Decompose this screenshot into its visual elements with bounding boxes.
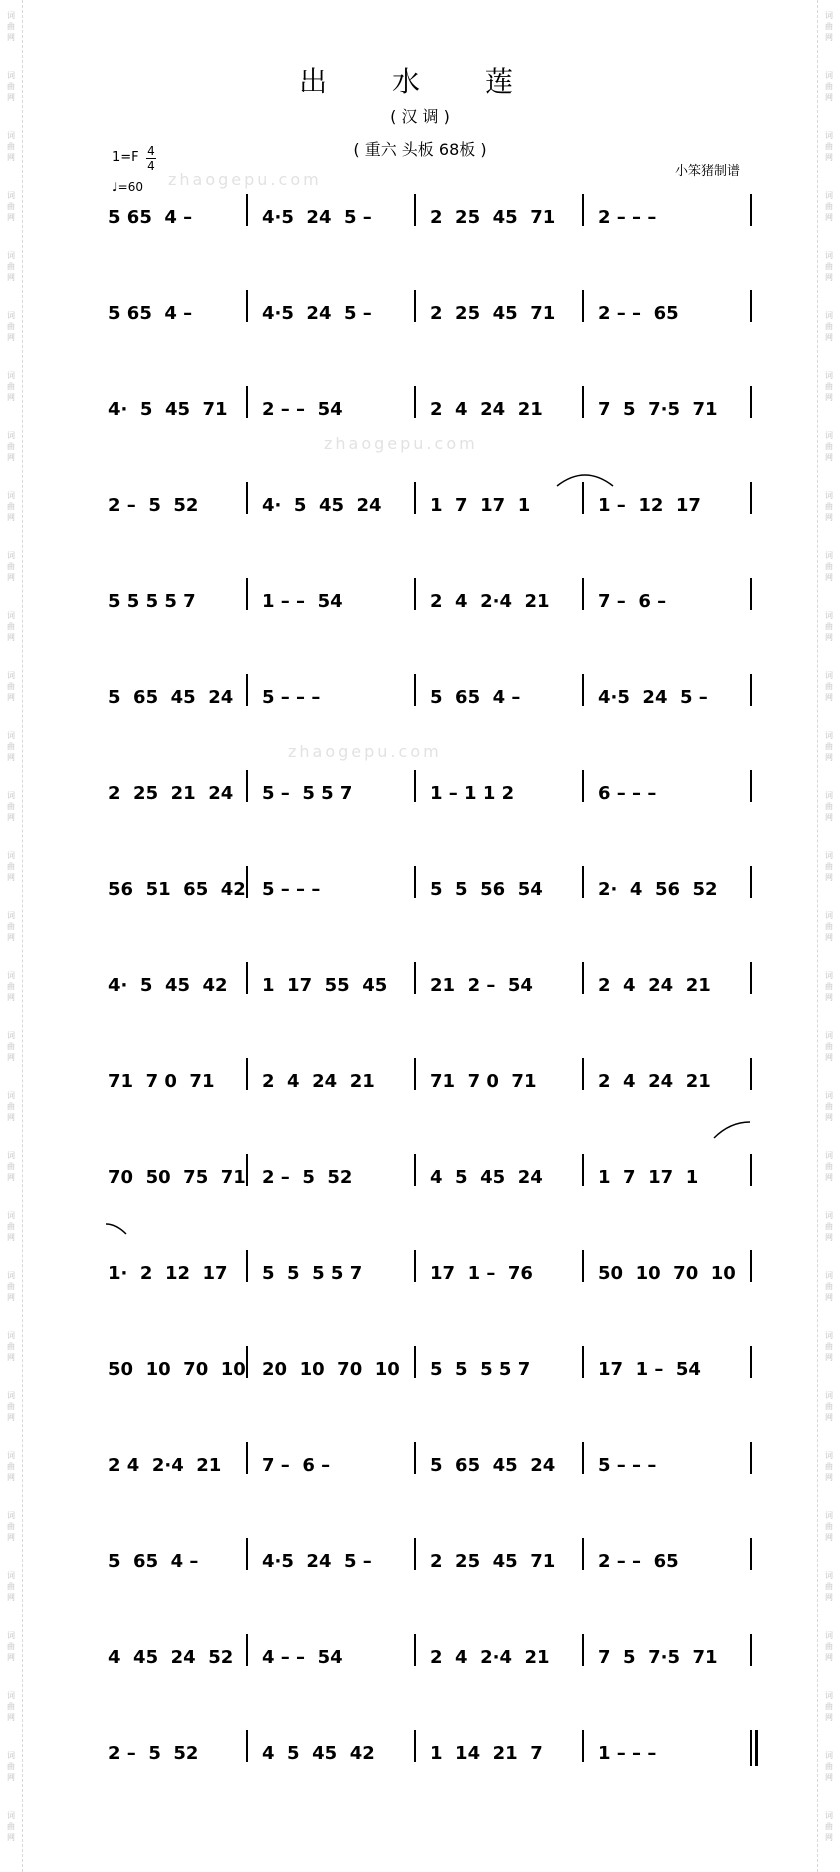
barline [414, 386, 416, 418]
measure: 2 4 24 21 [262, 1071, 375, 1092]
barline [246, 770, 248, 802]
measure: 2 4 2·4 21 [430, 1647, 550, 1668]
measure: 2· 4 56 52 [598, 879, 718, 900]
measure: 2 25 45 71 [430, 207, 556, 228]
score-row [0, 1552, 840, 1592]
measure: 7 5 7·5 71 [598, 399, 718, 420]
side-watermark: 词曲网 [825, 1691, 833, 1722]
side-watermark: 词曲网 [7, 791, 15, 822]
score-row [0, 208, 840, 248]
score-row [0, 1744, 840, 1784]
measure: 4·5 24 5 – [262, 207, 372, 228]
side-watermark: 词曲网 [7, 1811, 15, 1842]
barline [582, 194, 584, 226]
measure: 71 7 0 71 [108, 1071, 215, 1092]
side-watermark: 词曲网 [825, 731, 833, 762]
measure: 4·5 24 5 – [598, 687, 708, 708]
barline [582, 1442, 584, 1474]
side-watermark: 词曲网 [825, 371, 833, 402]
tempo-marking: ♩=60 [112, 180, 143, 194]
slur-mark [555, 468, 615, 488]
side-watermark: 词曲网 [825, 1511, 833, 1542]
side-watermark: 词曲网 [825, 911, 833, 942]
side-watermark: 词曲网 [825, 971, 833, 1002]
barline [750, 962, 752, 994]
barline [582, 1154, 584, 1186]
barline [414, 482, 416, 514]
side-watermark: 词曲网 [825, 851, 833, 882]
measure: 7 – 6 – [262, 1455, 331, 1476]
side-watermark: 词曲网 [825, 1091, 833, 1122]
barline [246, 1730, 248, 1762]
measure: 4·5 24 5 – [262, 303, 372, 324]
side-watermark: 词曲网 [7, 191, 15, 222]
side-watermark: 词曲网 [7, 1091, 15, 1122]
side-watermark: 词曲网 [7, 311, 15, 342]
measure: 71 7 0 71 [430, 1071, 537, 1092]
measure: 1 – – 54 [262, 591, 343, 612]
score-row [0, 1648, 840, 1688]
barline [750, 1058, 752, 1090]
measure: 4 45 24 52 [108, 1647, 234, 1668]
tempo-info: ( 重六 头板 68板 ) [353, 140, 487, 159]
barline [414, 194, 416, 226]
measure: 4 5 45 42 [262, 1743, 375, 1764]
measure: 5 – – – [598, 1455, 657, 1476]
measure: 5 – – – [262, 879, 321, 900]
barline [246, 1442, 248, 1474]
measure: 4 5 45 24 [430, 1167, 543, 1188]
measure: 2 – 5 52 [108, 495, 199, 516]
score-row [0, 784, 840, 824]
barline [246, 674, 248, 706]
side-watermark: 词曲网 [825, 491, 833, 522]
score-row [0, 1456, 840, 1496]
barline [750, 1346, 752, 1378]
side-watermark: 词曲网 [7, 1031, 15, 1062]
side-watermark: 词曲网 [7, 371, 15, 402]
side-watermark: 词曲网 [825, 71, 833, 102]
score-row [0, 1168, 840, 1208]
barline [750, 1442, 752, 1474]
barline [582, 1634, 584, 1666]
measure: 2 – 5 52 [262, 1167, 353, 1188]
barline [414, 962, 416, 994]
side-watermark: 词曲网 [825, 1631, 833, 1662]
measure: 20 10 70 10 [262, 1359, 400, 1380]
score-row [0, 304, 840, 344]
barline [414, 866, 416, 898]
barline [582, 386, 584, 418]
barline [246, 1346, 248, 1378]
side-watermark: 词曲网 [7, 551, 15, 582]
measure: 5 – – – [262, 687, 321, 708]
side-watermark: 词曲网 [825, 1751, 833, 1782]
side-watermark: 词曲网 [7, 1691, 15, 1722]
barline [246, 578, 248, 610]
barline [414, 1250, 416, 1282]
side-watermark: 词曲网 [825, 311, 833, 342]
barline [582, 1538, 584, 1570]
side-watermark: 词曲网 [825, 431, 833, 462]
measure: 50 10 70 10 [108, 1359, 246, 1380]
side-watermark: 词曲网 [825, 1391, 833, 1422]
song-subtitle: ( 汉 调 ) [390, 107, 450, 126]
measure: 4·5 24 5 – [262, 1551, 372, 1572]
side-watermark: 词曲网 [825, 1331, 833, 1362]
score-row [0, 1360, 840, 1400]
barline [246, 962, 248, 994]
measure: 2 – 5 52 [108, 1743, 199, 1764]
measure: 4· 5 45 42 [108, 975, 228, 996]
measure: 1 7 17 1 [598, 1167, 699, 1188]
side-watermark: 词曲网 [825, 1811, 833, 1842]
measure: 21 2 – 54 [430, 975, 533, 996]
barline [246, 386, 248, 418]
measure: 50 10 70 10 [598, 1263, 736, 1284]
side-watermark: 词曲网 [825, 551, 833, 582]
measure: 2 – – 54 [262, 399, 343, 420]
barline [414, 290, 416, 322]
measure: 5 65 4 – [108, 303, 193, 324]
barline [750, 290, 752, 322]
measure: 5 – 5 5 7 [262, 783, 353, 804]
slur-mark [104, 1222, 128, 1236]
side-watermark: 词曲网 [7, 611, 15, 642]
side-watermark: 词曲网 [7, 11, 15, 42]
side-watermark: 词曲网 [7, 1391, 15, 1422]
side-watermark: 词曲网 [7, 1151, 15, 1182]
side-watermark: 词曲网 [7, 491, 15, 522]
barline [246, 290, 248, 322]
measure: 2 4 24 21 [598, 1071, 711, 1092]
side-watermark: 词曲网 [7, 1451, 15, 1482]
key-signature: 1=F [112, 150, 139, 165]
measure: 2 4 2·4 21 [108, 1455, 222, 1476]
barline [750, 770, 752, 802]
score-row [0, 1264, 840, 1304]
side-watermark: 词曲网 [825, 671, 833, 702]
side-watermark: 词曲网 [825, 1031, 833, 1062]
side-watermark: 词曲网 [825, 1571, 833, 1602]
barline [246, 1154, 248, 1186]
barline [750, 1154, 752, 1186]
time-signature-top: 4 [147, 144, 155, 158]
measure: 56 51 65 42 [108, 879, 246, 900]
measure: 70 50 75 71 [108, 1167, 246, 1188]
time-signature [146, 144, 156, 173]
side-watermark: 词曲网 [7, 431, 15, 462]
barline [246, 1058, 248, 1090]
barline [582, 1346, 584, 1378]
score-row [0, 976, 840, 1016]
measure: 2 – – 65 [598, 303, 679, 324]
measure: 2 25 45 71 [430, 303, 556, 324]
final-barline [750, 1730, 758, 1766]
measure: 5 5 56 54 [430, 879, 543, 900]
barline [414, 1346, 416, 1378]
side-watermark: 词曲网 [7, 1751, 15, 1782]
barline [246, 482, 248, 514]
side-watermark: 词曲网 [825, 251, 833, 282]
measure: 1 – – – [598, 1743, 657, 1764]
measure: 7 – 6 – [598, 591, 667, 612]
side-watermark: 词曲网 [825, 131, 833, 162]
barline [750, 866, 752, 898]
side-watermark: 词曲网 [7, 1331, 15, 1362]
measure: 17 1 – 54 [598, 1359, 701, 1380]
measure: 5 65 4 – [108, 207, 193, 228]
score-row [0, 688, 840, 728]
measure: 5 65 45 24 [430, 1455, 556, 1476]
measure: 5 65 4 – [108, 1551, 199, 1572]
score-row [0, 1072, 840, 1112]
measure: 5 5 5 5 7 [262, 1263, 363, 1284]
side-watermark: 词曲网 [7, 1511, 15, 1542]
measure: 1 – 12 17 [598, 495, 701, 516]
barline [750, 1634, 752, 1666]
barline [414, 1634, 416, 1666]
barline [246, 194, 248, 226]
barline [582, 674, 584, 706]
transcriber-credit: 小笨猪制谱 [674, 164, 740, 179]
side-watermark: 词曲网 [7, 731, 15, 762]
barline [414, 1538, 416, 1570]
side-watermark: 词曲网 [825, 791, 833, 822]
barline [414, 1058, 416, 1090]
side-watermark: 词曲网 [7, 851, 15, 882]
barline [414, 1442, 416, 1474]
measure: 6 – – – [598, 783, 657, 804]
barline [750, 674, 752, 706]
score-row [0, 496, 840, 536]
side-watermark: 词曲网 [7, 1271, 15, 1302]
measure: 1 7 17 1 [430, 495, 531, 516]
measure: 1· 2 12 17 [108, 1263, 228, 1284]
barline [582, 1250, 584, 1282]
barline [246, 1538, 248, 1570]
barline [750, 1250, 752, 1282]
side-watermark: 词曲网 [825, 1271, 833, 1302]
side-watermark: 词曲网 [825, 611, 833, 642]
measure: 4 – – 54 [262, 1647, 343, 1668]
barline [582, 1058, 584, 1090]
side-watermark: 词曲网 [7, 1631, 15, 1662]
side-watermark: 词曲网 [7, 131, 15, 162]
side-watermark: 词曲网 [825, 1451, 833, 1482]
side-watermark: 词曲网 [7, 71, 15, 102]
measure: 5 65 4 – [430, 687, 521, 708]
measure: 17 1 – 76 [430, 1263, 533, 1284]
song-title: 出 水 莲 [299, 65, 541, 98]
barline [414, 770, 416, 802]
watermark: zhaogepu.com [288, 742, 442, 761]
measure: 5 5 5 5 7 [430, 1359, 531, 1380]
barline [582, 866, 584, 898]
side-watermark: 词曲网 [825, 1151, 833, 1182]
side-watermark: 词曲网 [7, 251, 15, 282]
barline [414, 1154, 416, 1186]
side-watermark: 词曲网 [825, 191, 833, 222]
barline [750, 482, 752, 514]
watermark: zhaogepu.com [168, 170, 322, 189]
measure: 1 17 55 45 [262, 975, 388, 996]
side-watermark: 词曲网 [825, 1211, 833, 1242]
barline [582, 1730, 584, 1762]
barline [750, 578, 752, 610]
barline [246, 1634, 248, 1666]
barline [582, 770, 584, 802]
measure: 7 5 7·5 71 [598, 1647, 718, 1668]
measure: 2 25 21 24 [108, 783, 234, 804]
measure: 1 – 1 1 2 [430, 783, 515, 804]
measure: 2 25 45 71 [430, 1551, 556, 1572]
watermark: zhaogepu.com [324, 434, 478, 453]
score-row [0, 880, 840, 920]
barline [246, 866, 248, 898]
score-row [0, 400, 840, 440]
barline [582, 962, 584, 994]
measure: 1 14 21 7 [430, 1743, 543, 1764]
side-watermark: 词曲网 [7, 671, 15, 702]
measure: 4· 5 45 24 [262, 495, 382, 516]
side-watermark: 词曲网 [7, 911, 15, 942]
measure: 2 – – 65 [598, 1551, 679, 1572]
measure: 4· 5 45 71 [108, 399, 228, 420]
side-watermark: 词曲网 [7, 1211, 15, 1242]
measure: 2 4 2·4 21 [430, 591, 550, 612]
barline [750, 1538, 752, 1570]
measure: 5 5 5 5 7 [108, 591, 196, 612]
measure: 2 – – – [598, 207, 657, 228]
barline [414, 674, 416, 706]
side-watermark: 词曲网 [7, 971, 15, 1002]
time-signature-bottom: 4 [147, 159, 155, 173]
measure: 2 4 24 21 [598, 975, 711, 996]
barline [582, 290, 584, 322]
barline [414, 578, 416, 610]
measure: 2 4 24 21 [430, 399, 543, 420]
barline [582, 578, 584, 610]
barline [750, 194, 752, 226]
slur-mark [712, 1120, 752, 1140]
barline [750, 386, 752, 418]
score-row [0, 592, 840, 632]
side-watermark: 词曲网 [825, 11, 833, 42]
barline [414, 1730, 416, 1762]
measure: 5 65 45 24 [108, 687, 234, 708]
side-watermark: 词曲网 [7, 1571, 15, 1602]
barline [246, 1250, 248, 1282]
